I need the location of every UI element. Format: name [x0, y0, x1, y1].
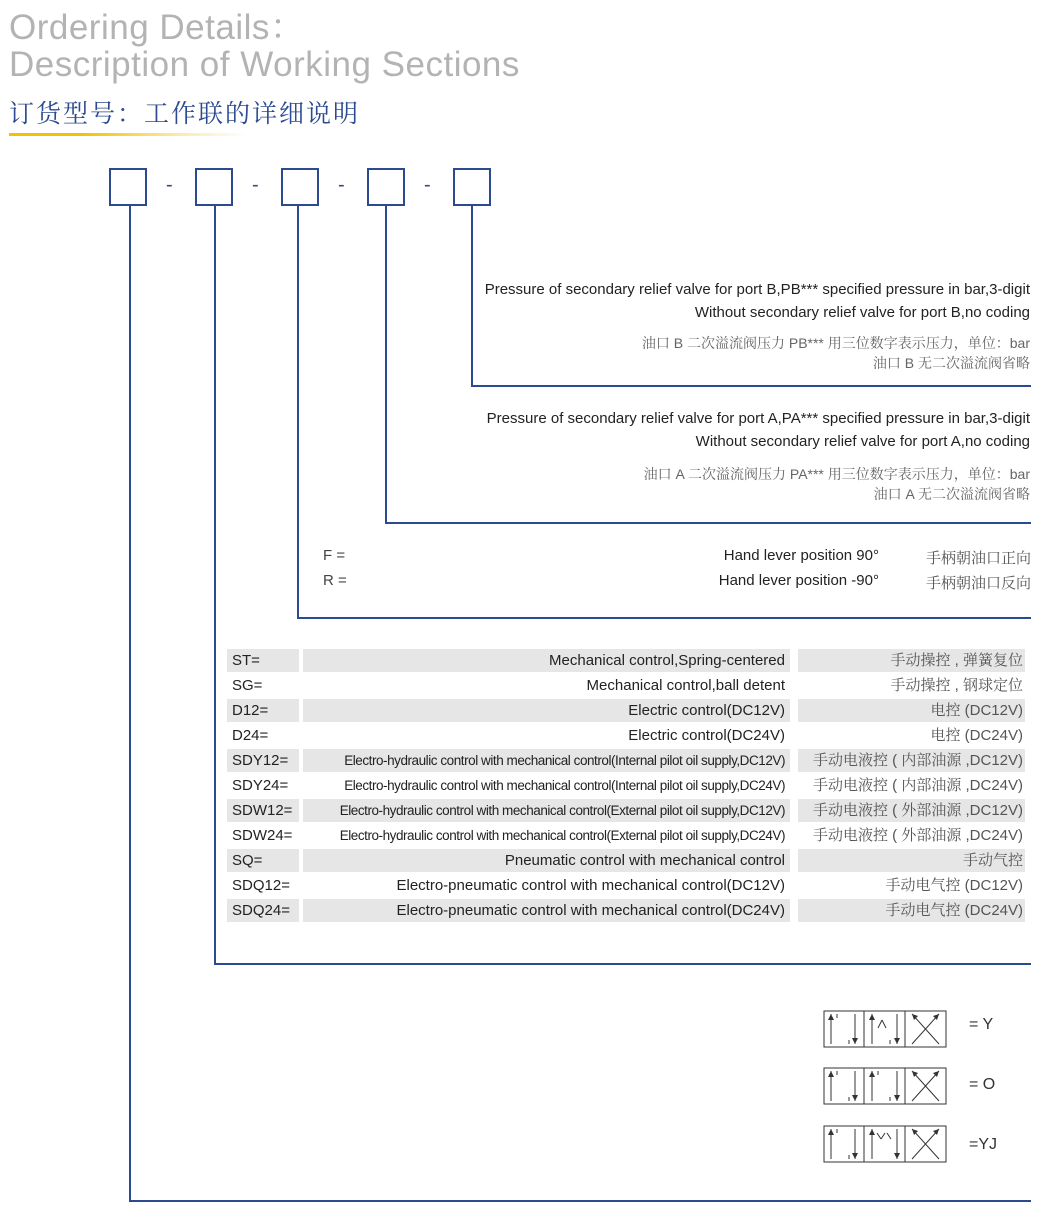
- port-b-en-line-2: Without secondary relief valve for port B,no coding: [694, 304, 1030, 321]
- leader-line-4: [385, 206, 387, 523]
- control-en: Electro-pneumatic control with mechanical control(DC12V): [396, 877, 785, 894]
- leader-line-4-horizontal: [385, 522, 1031, 524]
- control-en: Mechanical control,ball detent: [586, 677, 785, 694]
- lever-en: Hand lever position -90°: [718, 572, 879, 589]
- port-b-cn-line-2: 油口 B 无二次溢流阀省略: [872, 355, 1030, 371]
- leader-line-2: [214, 206, 216, 964]
- control-code: SDY24=: [232, 777, 289, 794]
- control-code: D12=: [227, 699, 299, 722]
- table-row: [227, 673, 1025, 698]
- control-en: Electro-hydraulic control with mechanical control(External pilot oil supply,DC12V): [303, 799, 790, 822]
- title-line-1: Ordering Details：: [9, 8, 306, 47]
- port-b-cn-line-1: 油口 B 二次溢流阀压力 PB*** 用三位数字表示压力，单位：bar: [641, 335, 1030, 351]
- table-row: [227, 773, 1025, 798]
- spool-symbol-y: [823, 1010, 947, 1048]
- control-en: Pneumatic control with mechanical control: [303, 849, 790, 872]
- port-a-cn-line-1: 油口 A 二次溢流阀压力 PA*** 用三位数字表示压力，单位：bar: [643, 466, 1030, 482]
- control-en: Electric control(DC24V): [628, 727, 785, 744]
- table-row: [227, 723, 1025, 748]
- lever-cn: 手柄朝油口正向: [925, 550, 1031, 567]
- port-a-cn-line-2: 油口 A 无二次溢流阀省略: [873, 486, 1030, 502]
- control-code: SDW12=: [227, 799, 299, 822]
- code-separator: -: [166, 174, 173, 196]
- lever-option-f: [323, 547, 1031, 569]
- control-cn: 手动电气控 (DC24V): [798, 899, 1025, 922]
- control-en: Electro-pneumatic control with mechanical control(DC24V): [303, 899, 790, 922]
- control-code: SDQ12=: [232, 877, 290, 894]
- control-cn: 手动操控 , 弹簧复位: [798, 649, 1025, 672]
- control-cn: 手动电液控 ( 内部油源 ,DC12V): [798, 749, 1025, 772]
- spool-symbol-o: [823, 1067, 947, 1105]
- code-separator: -: [424, 174, 431, 196]
- table-row: [227, 873, 1025, 898]
- table-row: [227, 698, 1025, 723]
- control-code: ST=: [227, 649, 299, 672]
- leader-line-1-horizontal: [129, 1200, 1031, 1202]
- control-en: Electro-hydraulic control with mechanical control(Internal pilot oil supply,DC24V): [344, 778, 785, 793]
- leader-line-3: [297, 206, 299, 618]
- code-box-3: [281, 168, 319, 206]
- title-chinese: 订货型号：工作联的详细说明: [9, 100, 361, 128]
- code-box-2: [195, 168, 233, 206]
- code-box-4: [367, 168, 405, 206]
- code-box-1: [109, 168, 147, 206]
- port-a-description: [487, 407, 1030, 504]
- control-en: Mechanical control,Spring-centered: [303, 649, 790, 672]
- control-en: Electric control(DC12V): [303, 699, 790, 722]
- control-code: SDW24=: [232, 827, 293, 844]
- lever-en: Hand lever position 90°: [723, 547, 879, 564]
- spool-symbol-yj: [823, 1125, 947, 1163]
- table-row: [227, 748, 1025, 773]
- lever-code: F =: [323, 547, 346, 564]
- table-row: [227, 823, 1025, 848]
- control-cn: 电控 (DC24V): [930, 727, 1023, 744]
- spool-code-y: = Y: [969, 1016, 994, 1033]
- control-cn: 手动操控 , 钢球定位: [890, 677, 1023, 694]
- port-a-en-line-2: Without secondary relief valve for port A,no coding: [695, 433, 1030, 450]
- control-code: D24=: [232, 727, 269, 744]
- leader-line-2-horizontal: [214, 963, 1031, 965]
- control-cn: 电控 (DC12V): [798, 699, 1025, 722]
- control-en: Electro-hydraulic control with mechanical control(External pilot oil supply,DC24V): [339, 828, 785, 843]
- port-b-description: [485, 278, 1030, 373]
- title-underline: [9, 133, 249, 136]
- table-row: [227, 848, 1025, 873]
- control-en: Electro-hydraulic control with mechanical control(Internal pilot oil supply,DC12V): [303, 749, 790, 772]
- table-row: [227, 798, 1025, 823]
- spool-code-o: = O: [969, 1076, 996, 1093]
- leader-line-5: [471, 206, 473, 386]
- control-type-table: [227, 648, 1025, 923]
- table-row: [227, 648, 1025, 673]
- lever-option-r: [323, 572, 1031, 594]
- code-separator: -: [338, 174, 345, 196]
- leader-line-5-horizontal: [471, 385, 1031, 387]
- lever-code: R =: [323, 572, 347, 589]
- control-cn: 手动电液控 ( 外部油源 ,DC12V): [798, 799, 1025, 822]
- control-code: SDY12=: [227, 749, 299, 772]
- leader-line-3-horizontal: [297, 617, 1031, 619]
- control-cn: 手动电气控 (DC12V): [885, 877, 1023, 894]
- control-code: SQ=: [227, 849, 299, 872]
- port-b-en-line-1: Pressure of secondary relief valve for port B,PB*** specified pressure in bar,3-digit: [484, 281, 1030, 298]
- control-code: SG=: [232, 677, 263, 694]
- control-cn: 手动电液控 ( 内部油源 ,DC24V): [812, 777, 1023, 794]
- lever-cn: 手柄朝油口反向: [925, 575, 1031, 592]
- control-code: SDQ24=: [227, 899, 299, 922]
- spool-code-yj: =YJ: [969, 1136, 998, 1153]
- port-a-en-line-1: Pressure of secondary relief valve for port A,PA*** specified pressure in bar,3-digit: [486, 410, 1030, 427]
- code-separator: -: [252, 174, 259, 196]
- control-cn: 手动气控: [798, 849, 1025, 872]
- leader-line-1: [129, 206, 131, 1201]
- control-cn: 手动电液控 ( 外部油源 ,DC24V): [812, 827, 1023, 844]
- title-line-2: Description of Working Sections: [9, 45, 520, 84]
- table-row: [227, 898, 1025, 923]
- code-box-5: [453, 168, 491, 206]
